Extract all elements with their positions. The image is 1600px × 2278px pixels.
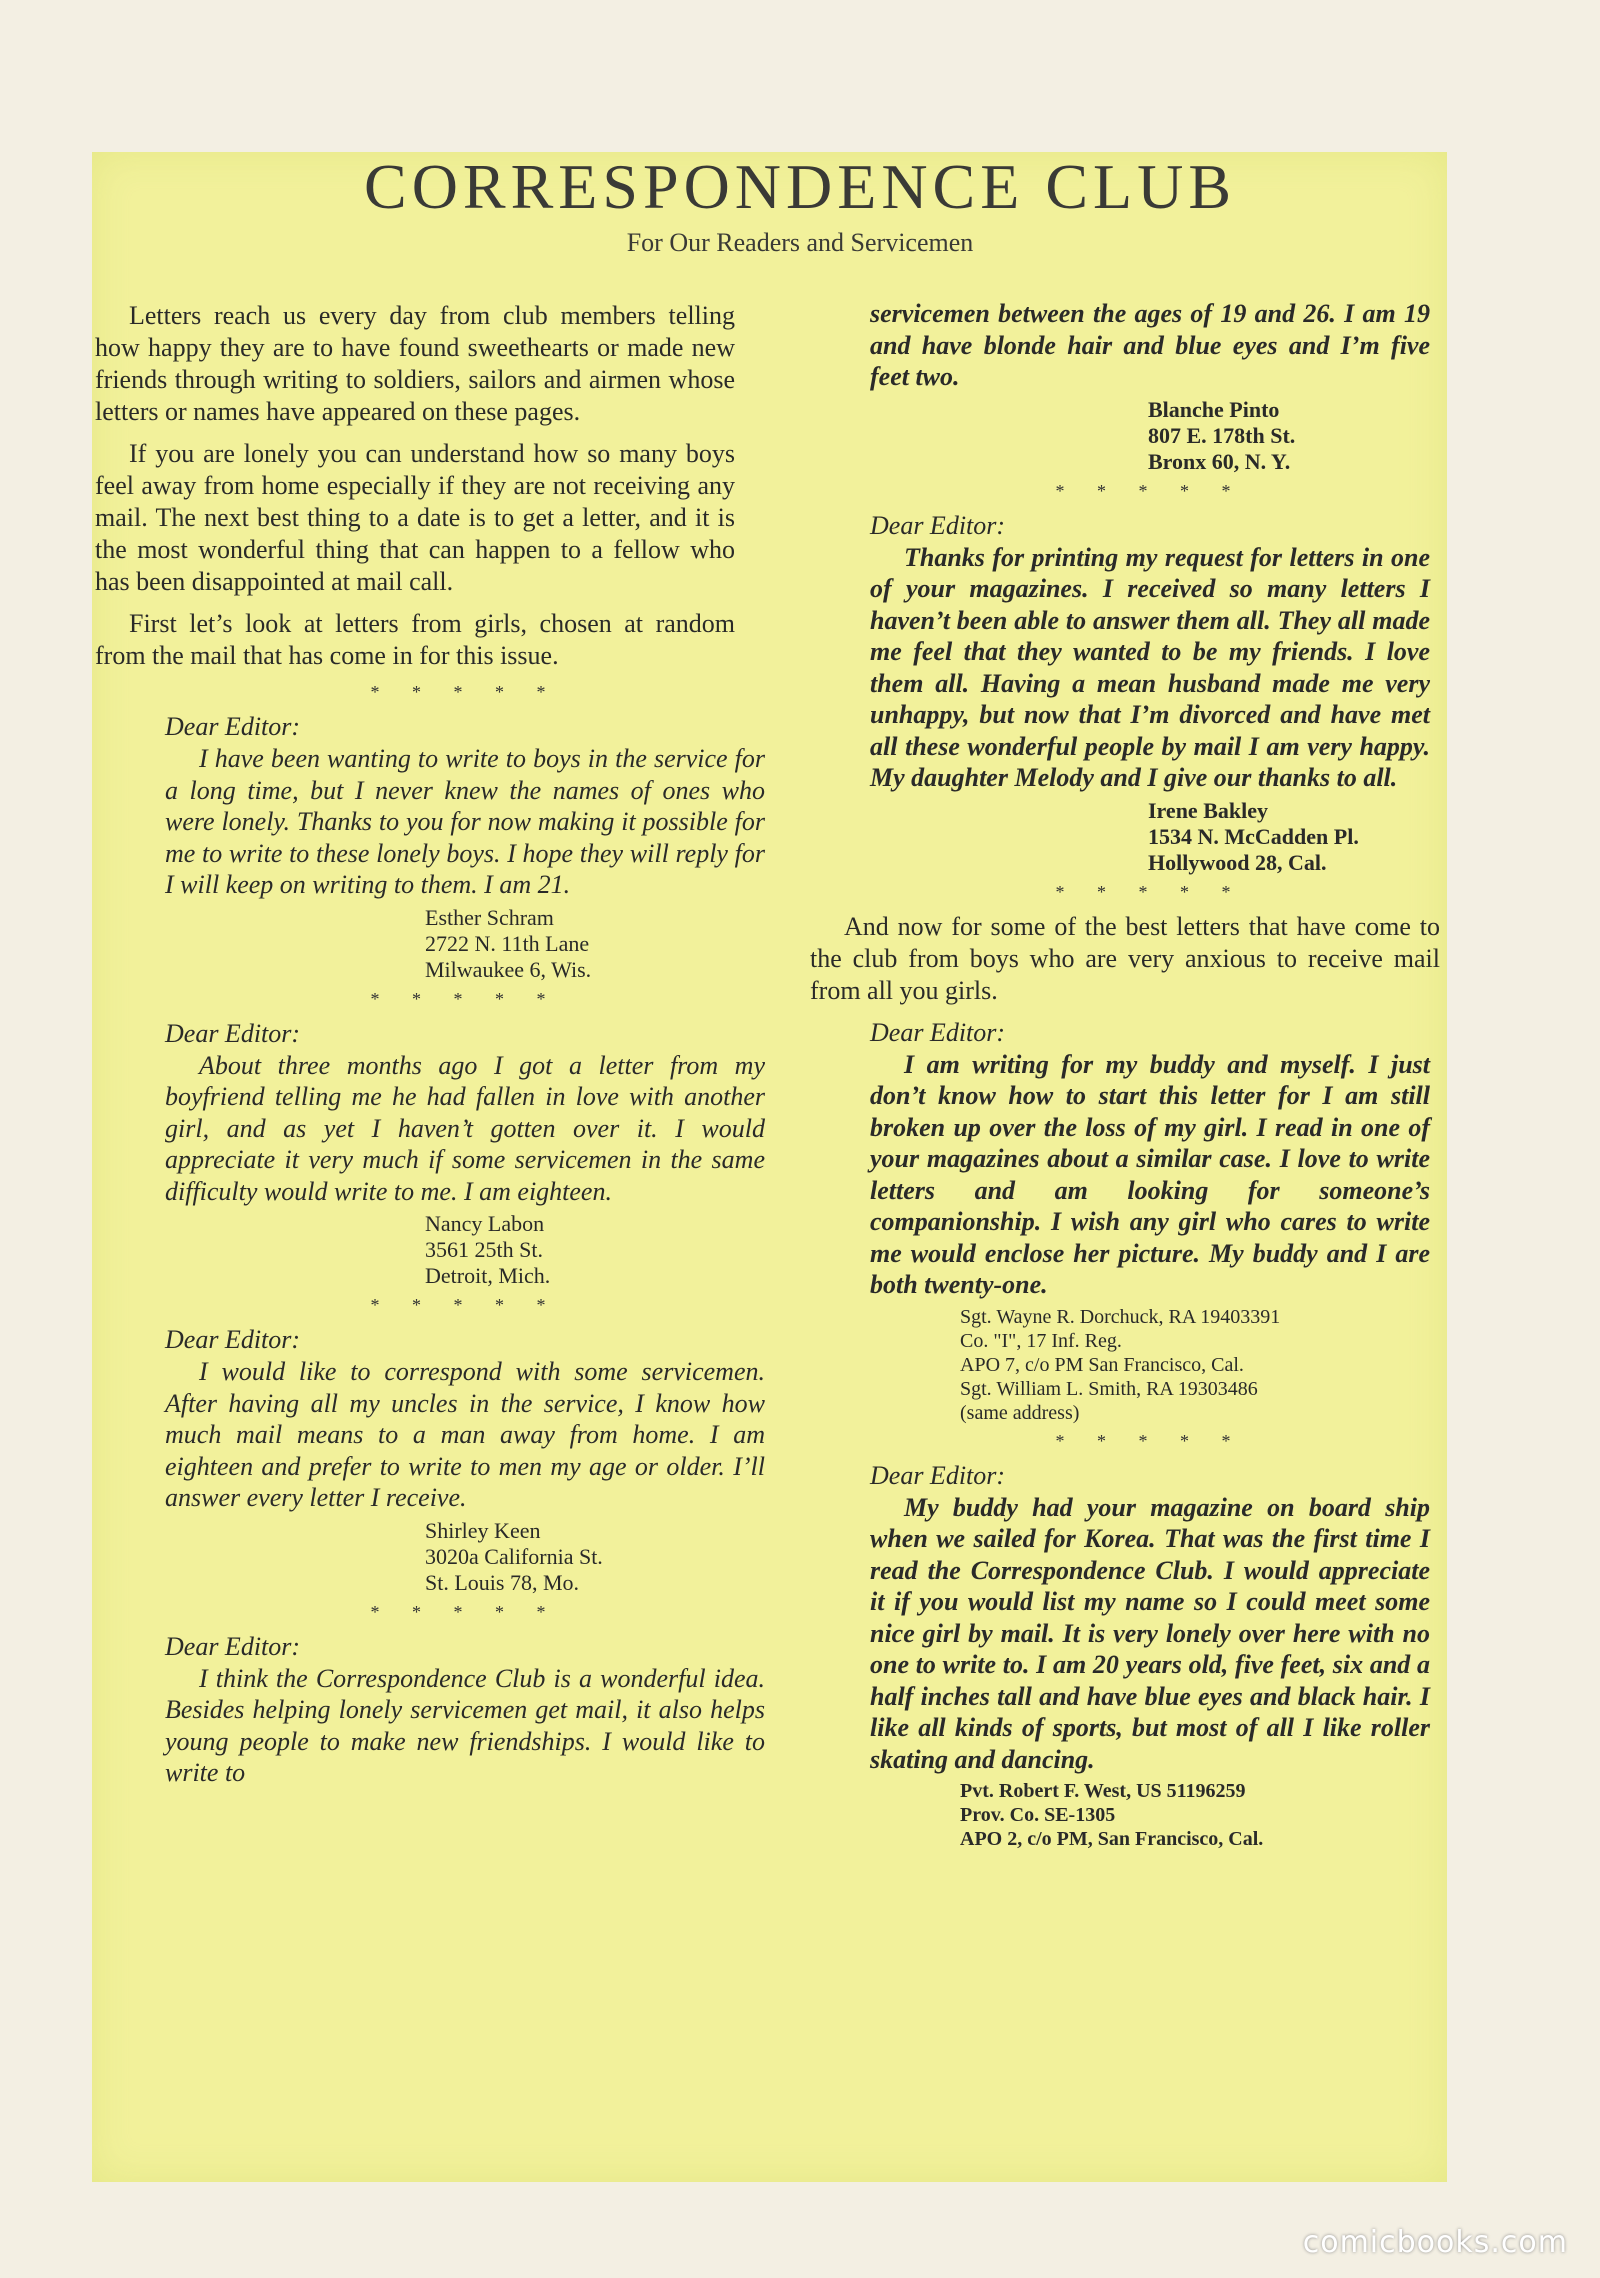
signature-line: (same address) — [960, 1401, 1080, 1424]
letter — [165, 1018, 765, 1290]
letter-signature — [165, 1518, 765, 1596]
letter-body: servicemen between the ages of 19 and 26. I am 19 and have blonde hair and blue eyes and I’m five feet two. — [870, 299, 1430, 391]
signature-line: Sgt. Wayne R. Dorchuck, RA 19403391 — [960, 1305, 1281, 1328]
letter — [870, 298, 1430, 475]
watermark: comicbooks.com — [1302, 2225, 1568, 2260]
signature-line: St. Louis 78, Mo. — [425, 1569, 580, 1595]
letter-body: I would like to correspond with some servicemen. After having all my uncles in the service, I know how much mail means to a man away from home. I am eighteen and prefer to write to men my age or older. I’ll answer every letter I receive. — [165, 1357, 765, 1512]
letter-body: My buddy had your magazine on board ship when we sailed for Korea. That was the first time I read the Correspondence Club. I would appreciate it if you would list my name so I could meet some nice girl by mail. It is very lonely over here with no one to write to. I am 20 years old, five feet, six and a half inches tall and have blue eyes and black hair. I like all kinds of sports, but most of all I like roller skating and dancing. — [870, 1492, 1430, 1774]
boys-intro — [810, 911, 1440, 1007]
signature-line: Shirley Keen — [425, 1517, 541, 1543]
intro-paragraph: If you are lonely you can understand how so many boys feel away from home especially if they are not receiving any mail. The next best thing to a date is to get a letter, and it is the most wonderful thing that can happen to a fellow who has been disappointed at mail call. — [95, 439, 735, 596]
signature-line: Bronx 60, N. Y. — [1148, 448, 1291, 474]
letter-signature — [870, 397, 1430, 475]
letter-signature — [165, 1211, 765, 1289]
separator-stars: * * * * * — [1055, 1430, 1245, 1451]
letter-salutation: Dear Editor: — [165, 1018, 301, 1048]
left-column — [95, 300, 765, 1789]
right-column — [810, 298, 1460, 1857]
signature-line: Co. "I", 17 Inf. Reg. — [960, 1329, 1122, 1352]
letter-salutation: Dear Editor: — [165, 1325, 301, 1354]
letter-salutation: Dear Editor: — [870, 1460, 1006, 1490]
letter-signature — [165, 905, 765, 983]
signature-line: 807 E. 178th St. — [1148, 422, 1296, 448]
letter-body: I am writing for my buddy and myself. I just don’t know how to start this letter for I am still broken up over the loss of my girl. I read in one of your magazines about a similar case. I love to write letters and am looking for someone’s companionship. I wish any girl who cares to write me would enclose her picture. My buddy and I are both twenty-one. — [870, 1049, 1430, 1299]
signature-line: Prov. Co. SE-1305 — [960, 1804, 1116, 1826]
signature-line: Nancy Labon — [425, 1211, 545, 1236]
signature-line: Blanche Pinto — [1148, 396, 1280, 422]
letter-salutation: Dear Editor: — [165, 1631, 301, 1661]
signature-line: Hollywood 28, Cal. — [1148, 849, 1327, 875]
letter-salutation: Dear Editor: — [870, 510, 1006, 540]
signature-line: 2722 N. 11th Lane — [425, 930, 590, 956]
signature-line: 3020a California St. — [425, 1543, 603, 1569]
signature-line: APO 7, c/o PM San Francisco, Cal. — [960, 1353, 1244, 1376]
separator-stars: * * * * * — [370, 1601, 560, 1622]
letter — [165, 1324, 765, 1596]
signature-line: Detroit, Mich. — [425, 1263, 551, 1288]
page-title: CORRESPONDENCE CLUB — [364, 151, 1236, 222]
letter — [165, 711, 765, 983]
separator-stars: * * * * * — [370, 1295, 560, 1315]
page-subtitle: For Our Readers and Servicemen — [626, 228, 974, 257]
separator-stars: * * * * * — [370, 988, 560, 1009]
letter-salutation: Dear Editor: — [870, 1017, 1006, 1047]
intro-paragraph: First let’s look at letters from girls, chosen at random from the mail that has come in for this issue. — [95, 609, 735, 670]
boys-letters — [850, 1017, 1430, 1852]
signature-line: Sgt. William L. Smith, RA 19303486 — [960, 1377, 1258, 1400]
signature-line: 3561 25th St. — [425, 1237, 543, 1262]
letter-signature — [870, 798, 1430, 876]
letter-body: I think the Correspondence Club is a wonderful idea. Besides helping lonely servicemen get mail, it also helps young people to make new friendships. I would like to write to — [165, 1663, 765, 1787]
signature-line: Esther Schram — [425, 904, 554, 930]
separator-stars: * * * * * — [370, 682, 560, 702]
girls-letters — [95, 682, 765, 1789]
separator-stars: * * * * * — [1055, 480, 1245, 501]
separator-stars: * * * * * — [1055, 881, 1245, 902]
signature-line: Pvt. Robert F. West, US 51196259 — [960, 1780, 1246, 1802]
letter — [870, 1460, 1430, 1852]
letter-signature — [870, 1305, 1430, 1425]
letter — [165, 1631, 765, 1789]
intro-paragraph: Letters reach us every day from club members telling how happy they are to have found sweethearts or made new friends through writing to soldiers, sailors and airmen whose letters or names have appeared on these pages. — [95, 301, 735, 426]
letter — [870, 510, 1430, 876]
signature-line: APO 2, c/o PM, San Francisco, Cal. — [960, 1828, 1264, 1850]
letter-body: Thanks for printing my request for letters in one of your magazines. I received so many letters I haven’t been able to answer them all. They all made me feel that they wanted to be my friends. I love them all. Having a mean husband made me very unhappy, but now that I’m divorced and have met all these wonderful people by mail I am very happy. My daughter Melody and I give our thanks to all. — [870, 542, 1430, 792]
intro-section — [95, 300, 735, 672]
letter-body: I have been wanting to write to boys in the service for a long time, but I never knew the names of ones who were lonely. Thanks to you for now making it possible for me to write to these lonely boys. I hope they will reply for I will keep on writing to them. I am 21. — [165, 744, 765, 899]
girls-letters-continued — [850, 298, 1430, 903]
signature-line: 1534 N. McCadden Pl. — [1148, 823, 1359, 849]
boys-intro-paragraph: And now for some of the best letters that have come to the club from boys who are very anxious to receive mail from all you girls. — [810, 911, 1440, 1005]
letter — [870, 1017, 1430, 1425]
letter-body: About three months ago I got a letter from my boyfriend telling me he had fallen in love with another girl, and as yet I haven’t gotten over it. I would appreciate it very much if some servicemen in the same difficulty would write to me. I am eighteen. — [165, 1050, 765, 1206]
letter-signature — [870, 1779, 1430, 1851]
signature-line: Irene Bakley — [1148, 797, 1268, 823]
letter-salutation: Dear Editor: — [165, 712, 301, 741]
signature-line: Milwaukee 6, Wis. — [425, 956, 592, 982]
